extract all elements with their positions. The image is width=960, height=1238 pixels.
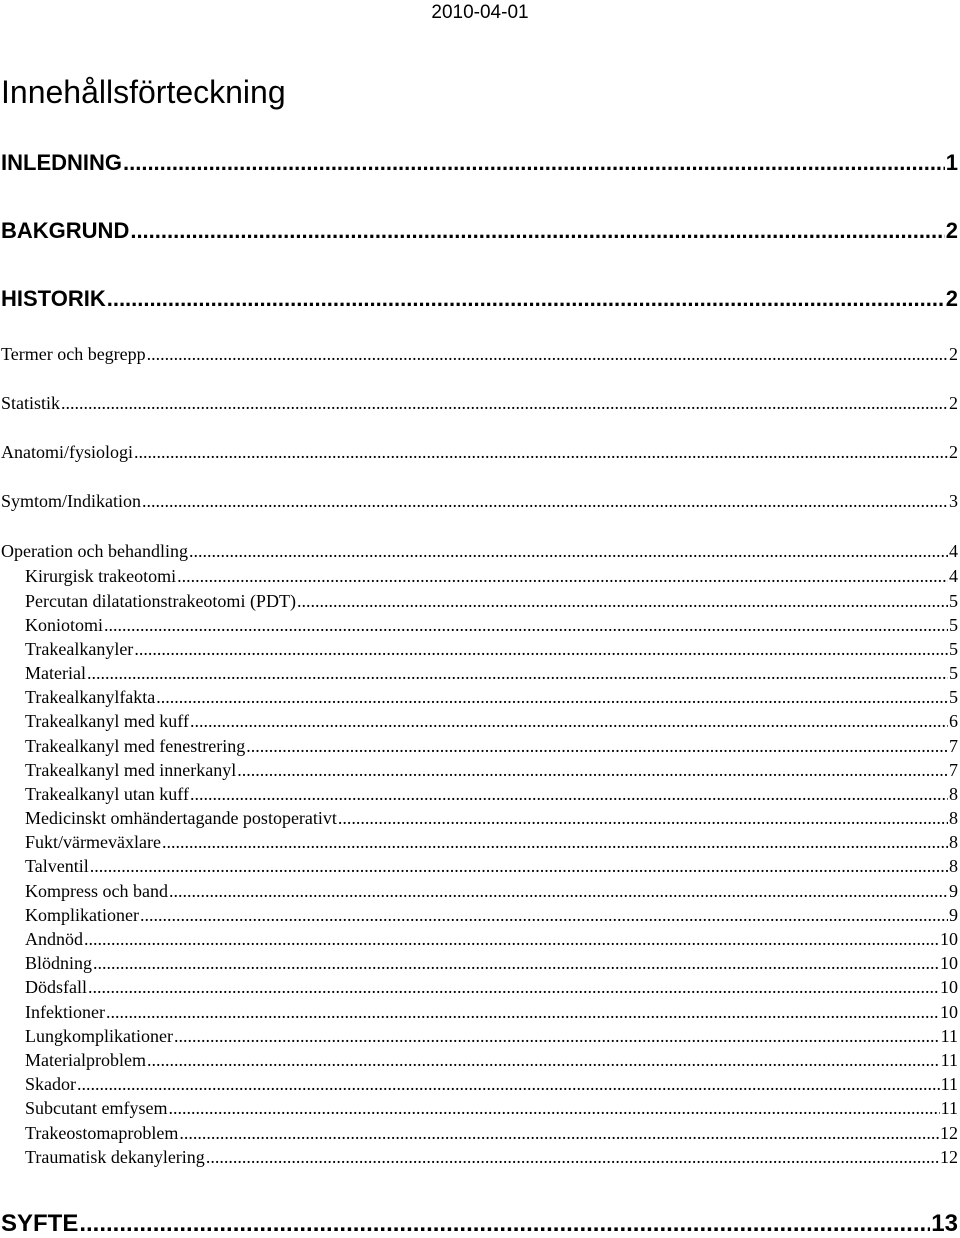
toc-entry[interactable]	[0, 638, 960, 660]
toc-entry[interactable]	[0, 686, 960, 708]
toc-entry-label: Trakealkanyl utan kuff	[25, 784, 189, 804]
toc-entry[interactable]	[0, 490, 960, 512]
toc-entry-page: 5	[949, 639, 958, 659]
toc-entry-label: Skador	[25, 1074, 76, 1094]
toc-entry-page: 13	[931, 1210, 958, 1237]
toc-entry-page: 2	[949, 442, 958, 462]
toc-dot-leader	[338, 807, 948, 829]
toc-entry[interactable]	[0, 1097, 960, 1119]
toc-entry[interactable]	[0, 540, 960, 562]
toc-entry-page: 3	[949, 491, 958, 511]
toc-entry[interactable]	[0, 1001, 960, 1023]
toc-entry[interactable]	[0, 343, 960, 365]
toc-dot-leader	[237, 759, 948, 781]
toc-dot-leader	[77, 1073, 940, 1095]
toc-entry-label: Subcutant emfysem	[25, 1098, 168, 1118]
toc-dot-leader	[147, 343, 948, 365]
toc-entry-page: 8	[949, 832, 958, 852]
toc-entry-label: BAKGRUND	[1, 218, 130, 243]
header-date: 2010-04-01	[431, 2, 529, 23]
toc-entry-page: 7	[949, 736, 958, 756]
toc-dot-leader	[297, 590, 948, 612]
toc-entry-label: Blödning	[25, 953, 93, 973]
toc-entry[interactable]	[0, 880, 960, 902]
toc-dot-leader	[130, 218, 944, 244]
toc-entry[interactable]	[0, 590, 960, 612]
toc-entry-label: Medicinskt omhändertagande postoperativt	[25, 808, 337, 828]
toc-entry[interactable]	[0, 1025, 960, 1047]
toc-dot-leader	[189, 540, 948, 562]
toc-dot-leader	[206, 1146, 939, 1168]
toc-entry-page: 5	[949, 615, 958, 635]
toc-dot-leader	[134, 638, 948, 660]
toc-entry-page: 8	[949, 784, 958, 804]
toc-entry-page: 8	[949, 808, 958, 828]
toc-dot-leader	[190, 783, 948, 805]
toc-entry[interactable]	[0, 735, 960, 757]
toc-entry[interactable]	[0, 783, 960, 805]
toc-dot-leader	[179, 1122, 939, 1144]
toc-entry-label: Kirurgisk trakeotomi	[25, 566, 177, 586]
toc-entry-page: 12	[940, 1123, 958, 1143]
toc-entry[interactable]	[0, 710, 960, 732]
toc-entry-label: Dödsfall	[25, 977, 87, 997]
toc-dot-leader	[140, 904, 948, 926]
toc-entry-label: Operation och behandling	[1, 541, 188, 561]
toc-entry-label: Statistik	[1, 393, 61, 413]
toc-entry[interactable]	[0, 392, 960, 414]
toc-entry-page: 5	[949, 591, 958, 611]
toc-entry-label: Trakealkanyl med innerkanyl	[25, 760, 237, 780]
toc-entry-page: 10	[940, 929, 958, 949]
toc-entry-label: Talventil	[25, 856, 89, 876]
toc-entry[interactable]	[0, 759, 960, 781]
toc-entry-page: 5	[949, 687, 958, 707]
toc-entry-label: Lungkomplikationer	[25, 1026, 173, 1046]
toc-entry-page: 11	[940, 1026, 958, 1046]
toc-entry[interactable]	[0, 286, 960, 312]
toc-entry[interactable]	[0, 831, 960, 853]
toc-entry-page: 4	[949, 566, 958, 586]
toc-entry-page: 7	[949, 760, 958, 780]
toc-entry-label: Komplikationer	[25, 905, 139, 925]
toc-dot-leader	[246, 735, 948, 757]
toc-entry-page: 10	[940, 977, 958, 997]
toc-entry-page: 6	[949, 711, 958, 731]
toc-entry[interactable]	[0, 565, 960, 587]
toc-dot-leader	[84, 928, 939, 950]
toc-dot-leader	[147, 1049, 940, 1071]
toc-entry-page: 2	[949, 393, 958, 413]
toc-entry-page: 11	[940, 1050, 958, 1070]
toc-entry-label: HISTORIK	[1, 286, 106, 311]
toc-entry-page: 2	[945, 286, 958, 311]
toc-entry-label: Anatomi/fysiologi	[1, 442, 133, 462]
toc-entry-page: 8	[949, 856, 958, 876]
toc-dot-leader	[134, 441, 948, 463]
toc-entry-label: Trakeostomaproblem	[25, 1123, 179, 1143]
toc-entry-page: 9	[949, 905, 958, 925]
toc-entry-label: Infektioner	[25, 1002, 105, 1022]
toc-entry[interactable]	[0, 441, 960, 463]
toc-entry-page: 11	[940, 1074, 958, 1094]
toc-entry-page: 9	[949, 881, 958, 901]
toc-dot-leader	[177, 565, 948, 587]
toc-dot-leader	[61, 392, 948, 414]
toc-entry-label: Trakealkanyl med kuff	[25, 711, 189, 731]
toc-entry-page: 10	[940, 1002, 958, 1022]
toc-entry-page: 1	[945, 150, 958, 175]
toc-entry[interactable]	[0, 976, 960, 998]
toc-entry-label: Trakealkanyler	[25, 639, 134, 659]
toc-dot-leader	[104, 614, 948, 636]
toc-entry[interactable]	[0, 218, 960, 244]
toc-dot-leader	[162, 831, 948, 853]
toc-entry-page: 10	[940, 953, 958, 973]
toc-dot-leader	[87, 662, 948, 684]
toc-dot-leader	[156, 686, 948, 708]
toc-entry[interactable]	[0, 150, 960, 176]
toc-dot-leader	[90, 855, 948, 877]
toc-entry[interactable]	[0, 662, 960, 684]
toc-dot-leader	[107, 286, 945, 312]
toc-entry-page: 11	[940, 1098, 958, 1118]
toc-entry-label: Kompress och band	[25, 881, 168, 901]
toc-entry-label: Material	[25, 663, 86, 683]
toc-entry[interactable]	[0, 1146, 960, 1168]
toc-entry-label: Trakealkanyl med fenestrering	[25, 736, 246, 756]
toc-entry-label: Fukt/värmeväxlare	[25, 832, 161, 852]
toc-entry[interactable]	[0, 1073, 960, 1095]
toc-entry-page: 5	[949, 663, 958, 683]
toc-entry[interactable]	[0, 1210, 960, 1238]
toc-entry-page: 2	[945, 218, 958, 243]
toc-entry-label: Trakealkanylfakta	[25, 687, 156, 707]
toc-dot-leader	[93, 952, 939, 974]
toc-entry-label: Percutan dilatationstrakeotomi (PDT)	[25, 591, 296, 611]
toc-entry[interactable]	[0, 1122, 960, 1144]
toc-entry-label: Termer och begrepp	[1, 344, 146, 364]
toc-entry-label: SYFTE	[1, 1210, 79, 1237]
toc-dot-leader	[168, 1097, 939, 1119]
toc-dot-leader	[79, 1210, 930, 1238]
toc-entry-page: 4	[949, 541, 958, 561]
toc-dot-leader	[142, 490, 948, 512]
page-title: Innehållsförteckning	[1, 74, 286, 110]
toc-entry[interactable]	[0, 855, 960, 877]
toc-entry-page: 12	[940, 1147, 958, 1167]
toc-entry[interactable]	[0, 952, 960, 974]
toc-dot-leader	[123, 150, 945, 176]
toc-entry-label: Koniotomi	[25, 615, 104, 635]
toc-dot-leader	[169, 880, 948, 902]
toc-entry[interactable]	[0, 904, 960, 926]
toc-entry[interactable]	[0, 807, 960, 829]
toc-entry-label: INLEDNING	[1, 150, 122, 175]
toc-entry[interactable]	[0, 614, 960, 636]
toc-entry-label: Symtom/Indikation	[1, 491, 142, 511]
toc-entry-label: Traumatisk dekanylering	[25, 1147, 205, 1167]
toc-entry-label: Andnöd	[25, 929, 83, 949]
toc-entry-label: Materialproblem	[25, 1050, 146, 1070]
toc-entry-page: 2	[949, 344, 958, 364]
toc-dot-leader	[106, 1001, 939, 1023]
toc-dot-leader	[190, 710, 948, 732]
toc-dot-leader	[88, 976, 939, 998]
toc-dot-leader	[174, 1025, 940, 1047]
toc-entry[interactable]	[0, 928, 960, 950]
toc-entry[interactable]	[0, 1049, 960, 1071]
